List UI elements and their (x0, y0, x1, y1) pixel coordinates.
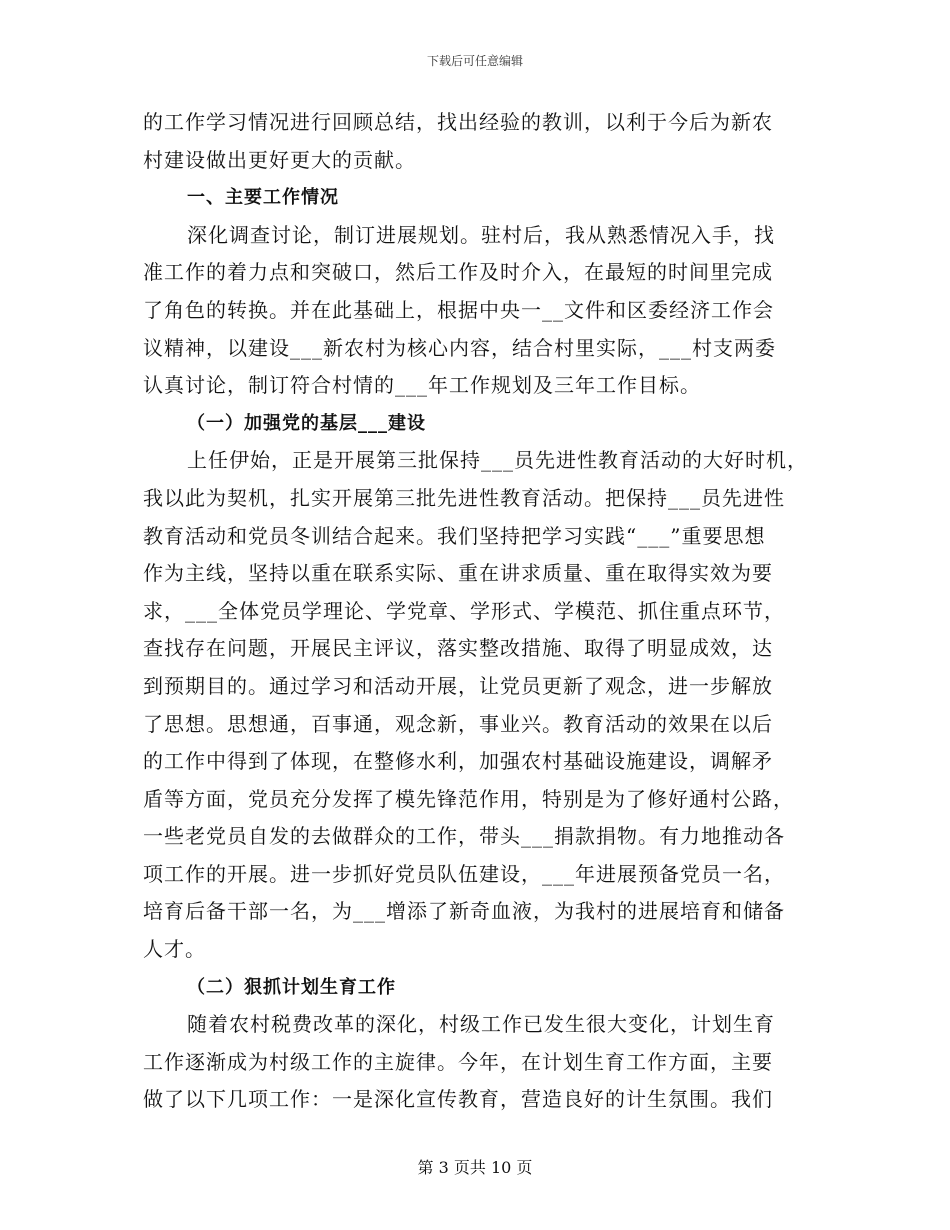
section-heading: （一）加强党的基层___建设 (187, 412, 426, 434)
paragraph-line: 随着农村税费改革的深化，村级工作已发生很大变化，计划生育 (187, 1012, 775, 1037)
paragraph-line: 了角色的转换。并在此基础上，根据中央一__文件和区委经济工作会 (143, 297, 774, 322)
paragraph-line: 求，___全体党员学理论、学党章、学形式、学模范、抓住重点环节， (143, 598, 785, 623)
page-header: 下载后可任意编辑 (426, 54, 523, 68)
paragraph-line: 到预期目的。通过学习和活动开展，让党员更新了观念，进一步解放 (143, 673, 773, 698)
paragraph-line: 教育活动和党员冬训结合起来。我们坚持把学习实践“___”重要思想 (143, 523, 766, 548)
paragraph-line: 准工作的着力点和突破口，然后工作及时介入，在最短的时间里完成 (143, 260, 773, 285)
paragraph-line: 村建设做出更好更大的贡献。 (143, 147, 416, 172)
section-heading: 一、主要工作情况 (187, 187, 339, 209)
paragraph-line: 了思想。思想通，百事通，观念新，事业兴。教育活动的效果在以后 (143, 711, 773, 736)
paragraph-line: 一些老党员自发的去做群众的工作，带头___捐款捐物。有力地推动各 (143, 824, 785, 849)
paragraph-line: 深化调查讨论，制订进展规划。驻村后，我从熟悉情况入手，找 (187, 222, 775, 247)
paragraph-line: 议精神，以建设___新农村为核心内容，结合村里实际，___村支两委 (143, 335, 776, 360)
paragraph-line: 我以此为契机，扎实开展第三批先进性教育活动。把保持___员先进性 (143, 485, 785, 510)
paragraph-line: 的工作学习情况进行回顾总结，找出经验的教训，以利于今后为新农 (143, 110, 773, 134)
paragraph-line: 查找存在问题，开展民主评议，落实整改措施、取得了明显成效，达 (143, 636, 773, 661)
paragraph-line: 的工作中得到了体现，在整修水利，加强农村基础设施建设，调解矛 (143, 749, 773, 774)
paragraph-line: 工作逐渐成为村级工作的主旋律。今年，在计划生育工作方面，主要 (143, 1049, 773, 1074)
paragraph-line: 盾等方面，党员充分发挥了模先锋范作用，特别是为了修好通村公路， (143, 786, 794, 811)
paragraph-line: 上任伊始，正是开展第三批保持___员先进性教育活动的大好时机， (187, 448, 808, 473)
document-body (143, 104, 813, 1119)
paragraph-line: 培育后备干部一名，为___增添了新奇血液，为我村的进展培育和储备 (143, 899, 785, 924)
paragraph-line: 人才。 (143, 937, 206, 962)
paragraph-line: 认真讨论，制订符合村情的___年工作规划及三年工作目标。 (143, 373, 701, 398)
paragraph-line: 做了以下几项工作：一是深化宣传教育，营造良好的计生氛围。我们 (143, 1087, 773, 1112)
page-number: 第 3 页共 10 页 (417, 1158, 533, 1177)
paragraph-line: 作为主线，坚持以重在联系实际、重在讲求质量、重在取得实效为要 (143, 561, 773, 586)
section-heading: （二）狠抓计划生育工作 (187, 976, 396, 998)
paragraph-line: 项工作的开展。进一步抓好党员队伍建设，___年进展预备党员一名， (143, 861, 785, 886)
